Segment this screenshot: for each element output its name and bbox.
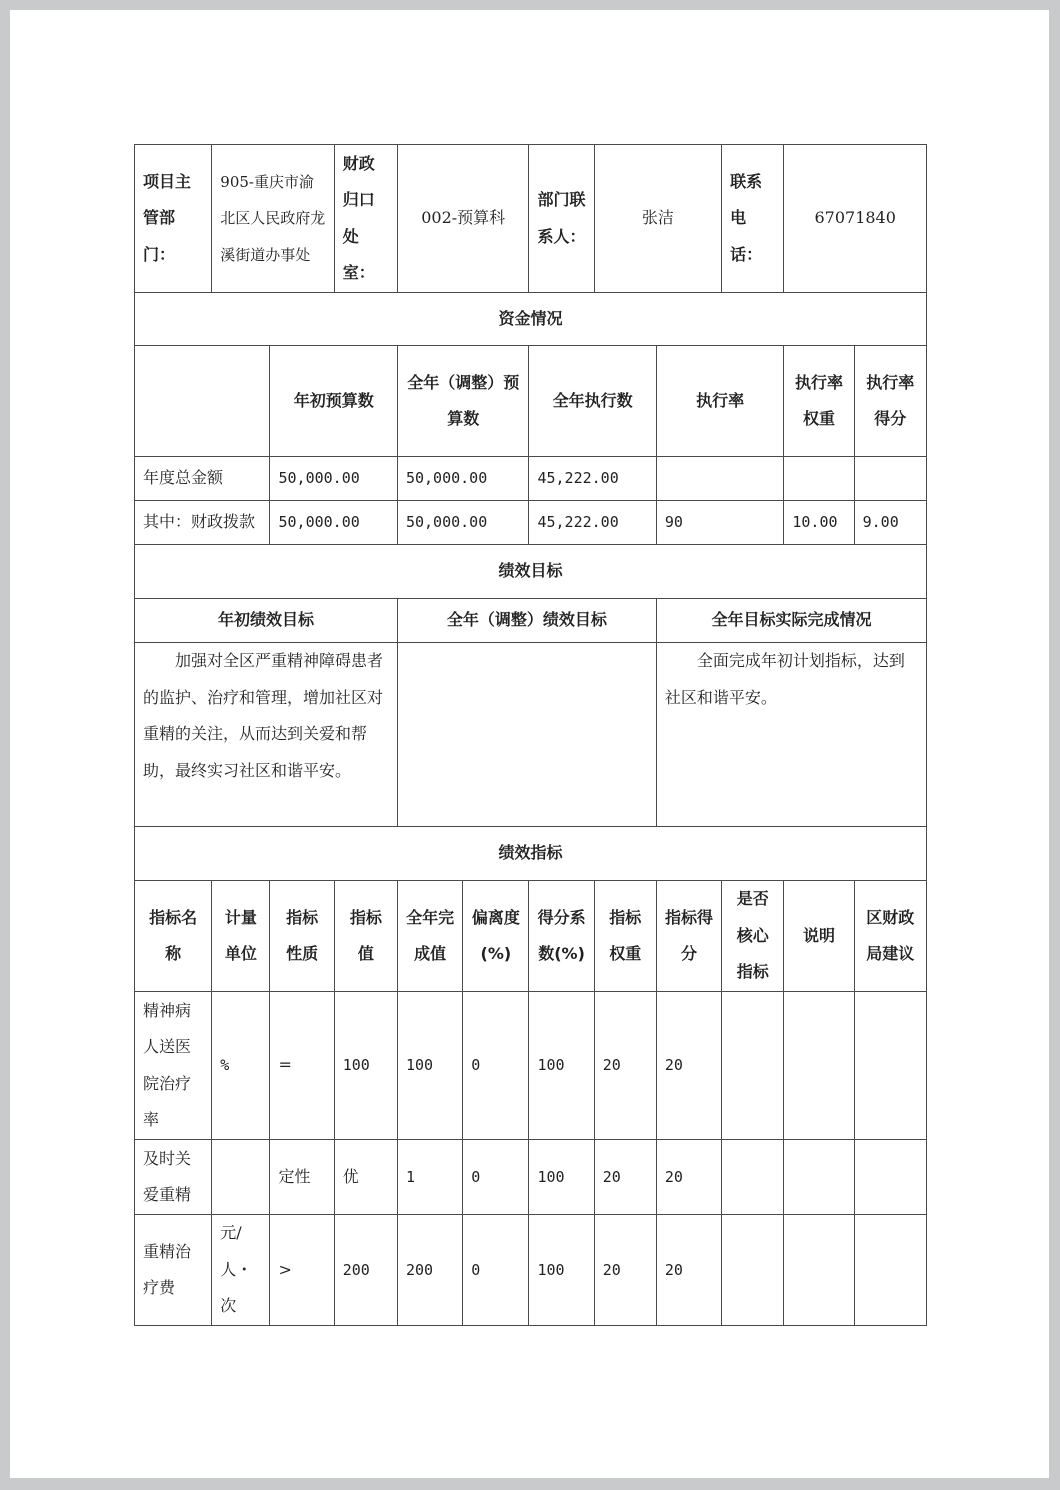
indicator-cell — [722, 992, 784, 1140]
funds-header-adjusted-budget: 全年（调整）预算数 — [397, 346, 528, 457]
indicator-cell: 0 — [463, 992, 529, 1140]
funds-header-initial-budget: 年初预算数 — [270, 346, 397, 457]
funds-cell — [656, 457, 783, 501]
goals-header-initial: 年初绩效目标 — [135, 599, 398, 643]
indicator-cell — [854, 992, 926, 1140]
ind-header-completed: 全年完成值 — [397, 881, 462, 992]
indicator-cell: 200 — [334, 1215, 397, 1326]
indicator-cell: 定性 — [270, 1140, 334, 1215]
indicator-cell: > — [270, 1215, 334, 1326]
indicator-cell — [212, 1140, 270, 1215]
funds-cell: 45,222.00 — [529, 501, 656, 545]
ind-header-value: 指标值 — [334, 881, 397, 992]
ind-header-coef: 得分系数(%) — [529, 881, 594, 992]
ind-header-note: 说明 — [784, 881, 854, 992]
ind-header-deviation: 偏离度(%) — [463, 881, 529, 992]
funds-cell: 45,222.00 — [529, 457, 656, 501]
indicator-row — [135, 1215, 927, 1326]
goals-header-row — [135, 599, 927, 643]
funds-cell — [784, 457, 854, 501]
funds-cell: 90 — [656, 501, 783, 545]
dept-label: 项目主管部门： — [135, 145, 212, 293]
funds-header-row — [135, 346, 927, 457]
indicators-header-row — [135, 881, 927, 992]
funds-header-executed: 全年执行数 — [529, 346, 656, 457]
funds-row — [135, 501, 927, 545]
funds-cell: 9.00 — [854, 501, 926, 545]
funds-header-exec-score: 执行率得分 — [854, 346, 926, 457]
indicator-cell: 100 — [397, 992, 462, 1140]
indicator-row — [135, 1140, 927, 1215]
phone-value: 67071840 — [784, 145, 927, 293]
funds-cell: 年度总金额 — [135, 457, 270, 501]
indicator-cell: = — [270, 992, 334, 1140]
goal-adjusted-text — [397, 643, 656, 827]
project-info-row — [135, 145, 927, 293]
indicator-cell: 200 — [397, 1215, 462, 1326]
indicator-row — [135, 992, 927, 1140]
indicators-section-title: 绩效指标 — [135, 827, 927, 881]
indicator-cell: % — [212, 992, 270, 1140]
indicator-cell: 20 — [656, 992, 721, 1140]
goals-header-actual: 全年目标实际完成情况 — [656, 599, 926, 643]
indicator-cell: 100 — [334, 992, 397, 1140]
dept-value: 905-重庆市渝北区人民政府龙溪街道办事处 — [212, 145, 334, 293]
indicator-cell: 及时关爱重精 — [135, 1140, 212, 1215]
indicator-cell: 精神病人送医院治疗率 — [135, 992, 212, 1140]
indicator-cell: 重精治疗费 — [135, 1215, 212, 1326]
funds-cell: 50,000.00 — [397, 501, 528, 545]
indicator-cell: 20 — [594, 1140, 656, 1215]
indicator-cell: 100 — [529, 1215, 594, 1326]
funds-header-exec-weight: 执行率权重 — [784, 346, 854, 457]
goals-header-adjusted: 全年（调整）绩效目标 — [397, 599, 656, 643]
phone-label: 联系电话： — [722, 145, 784, 293]
finance-office-label: 财政归口处室： — [334, 145, 397, 293]
indicator-cell — [854, 1215, 926, 1326]
goal-actual-text: 全面完成年初计划指标，达到社区和谐平安。 — [656, 643, 926, 827]
indicator-cell — [784, 1215, 854, 1326]
indicator-cell: 元/人・次 — [212, 1215, 270, 1326]
funds-cell: 50,000.00 — [270, 501, 397, 545]
funds-cell: 50,000.00 — [270, 457, 397, 501]
indicator-cell: 优 — [334, 1140, 397, 1215]
goal-initial-text: 加强对全区严重精神障碍患者的监护、治疗和管理，增加社区对重精的关注，从而达到关爱和帮助，最终实习社区和谐平安。 — [135, 643, 398, 827]
funds-cell: 其中：财政拨款 — [135, 501, 270, 545]
funds-cell: 50,000.00 — [397, 457, 528, 501]
performance-evaluation-table — [134, 144, 927, 1326]
indicator-cell — [722, 1215, 784, 1326]
ind-header-nature: 指标性质 — [270, 881, 334, 992]
indicator-cell: 20 — [594, 1215, 656, 1326]
indicator-cell: 100 — [529, 992, 594, 1140]
document-page — [10, 10, 1049, 1478]
indicator-cell: 20 — [594, 992, 656, 1140]
indicator-cell: 20 — [656, 1140, 721, 1215]
funds-header-blank — [135, 346, 270, 457]
contact-person-value: 张洁 — [594, 145, 721, 293]
funds-cell — [854, 457, 926, 501]
indicator-cell — [784, 1140, 854, 1215]
indicator-cell: 1 — [397, 1140, 462, 1215]
indicator-cell — [784, 992, 854, 1140]
finance-office-value: 002-预算科 — [397, 145, 528, 293]
contact-person-label: 部门联系人： — [529, 145, 594, 293]
ind-header-unit: 计量单位 — [212, 881, 270, 992]
ind-header-score: 指标得分 — [656, 881, 721, 992]
goals-content-row — [135, 643, 927, 827]
ind-header-weight: 指标权重 — [594, 881, 656, 992]
ind-header-core: 是否核心指标 — [722, 881, 784, 992]
funds-header-exec-rate: 执行率 — [656, 346, 783, 457]
indicator-cell: 0 — [463, 1140, 529, 1215]
ind-header-advice: 区财政局建议 — [854, 881, 926, 992]
funds-cell: 10.00 — [784, 501, 854, 545]
indicator-cell — [854, 1140, 926, 1215]
indicator-cell: 20 — [656, 1215, 721, 1326]
goals-section-title: 绩效目标 — [135, 545, 927, 599]
ind-header-name: 指标名称 — [135, 881, 212, 992]
indicator-cell — [722, 1140, 784, 1215]
indicator-cell: 100 — [529, 1140, 594, 1215]
funds-row — [135, 457, 927, 501]
indicator-cell: 0 — [463, 1215, 529, 1326]
funds-section-title: 资金情况 — [135, 293, 927, 346]
